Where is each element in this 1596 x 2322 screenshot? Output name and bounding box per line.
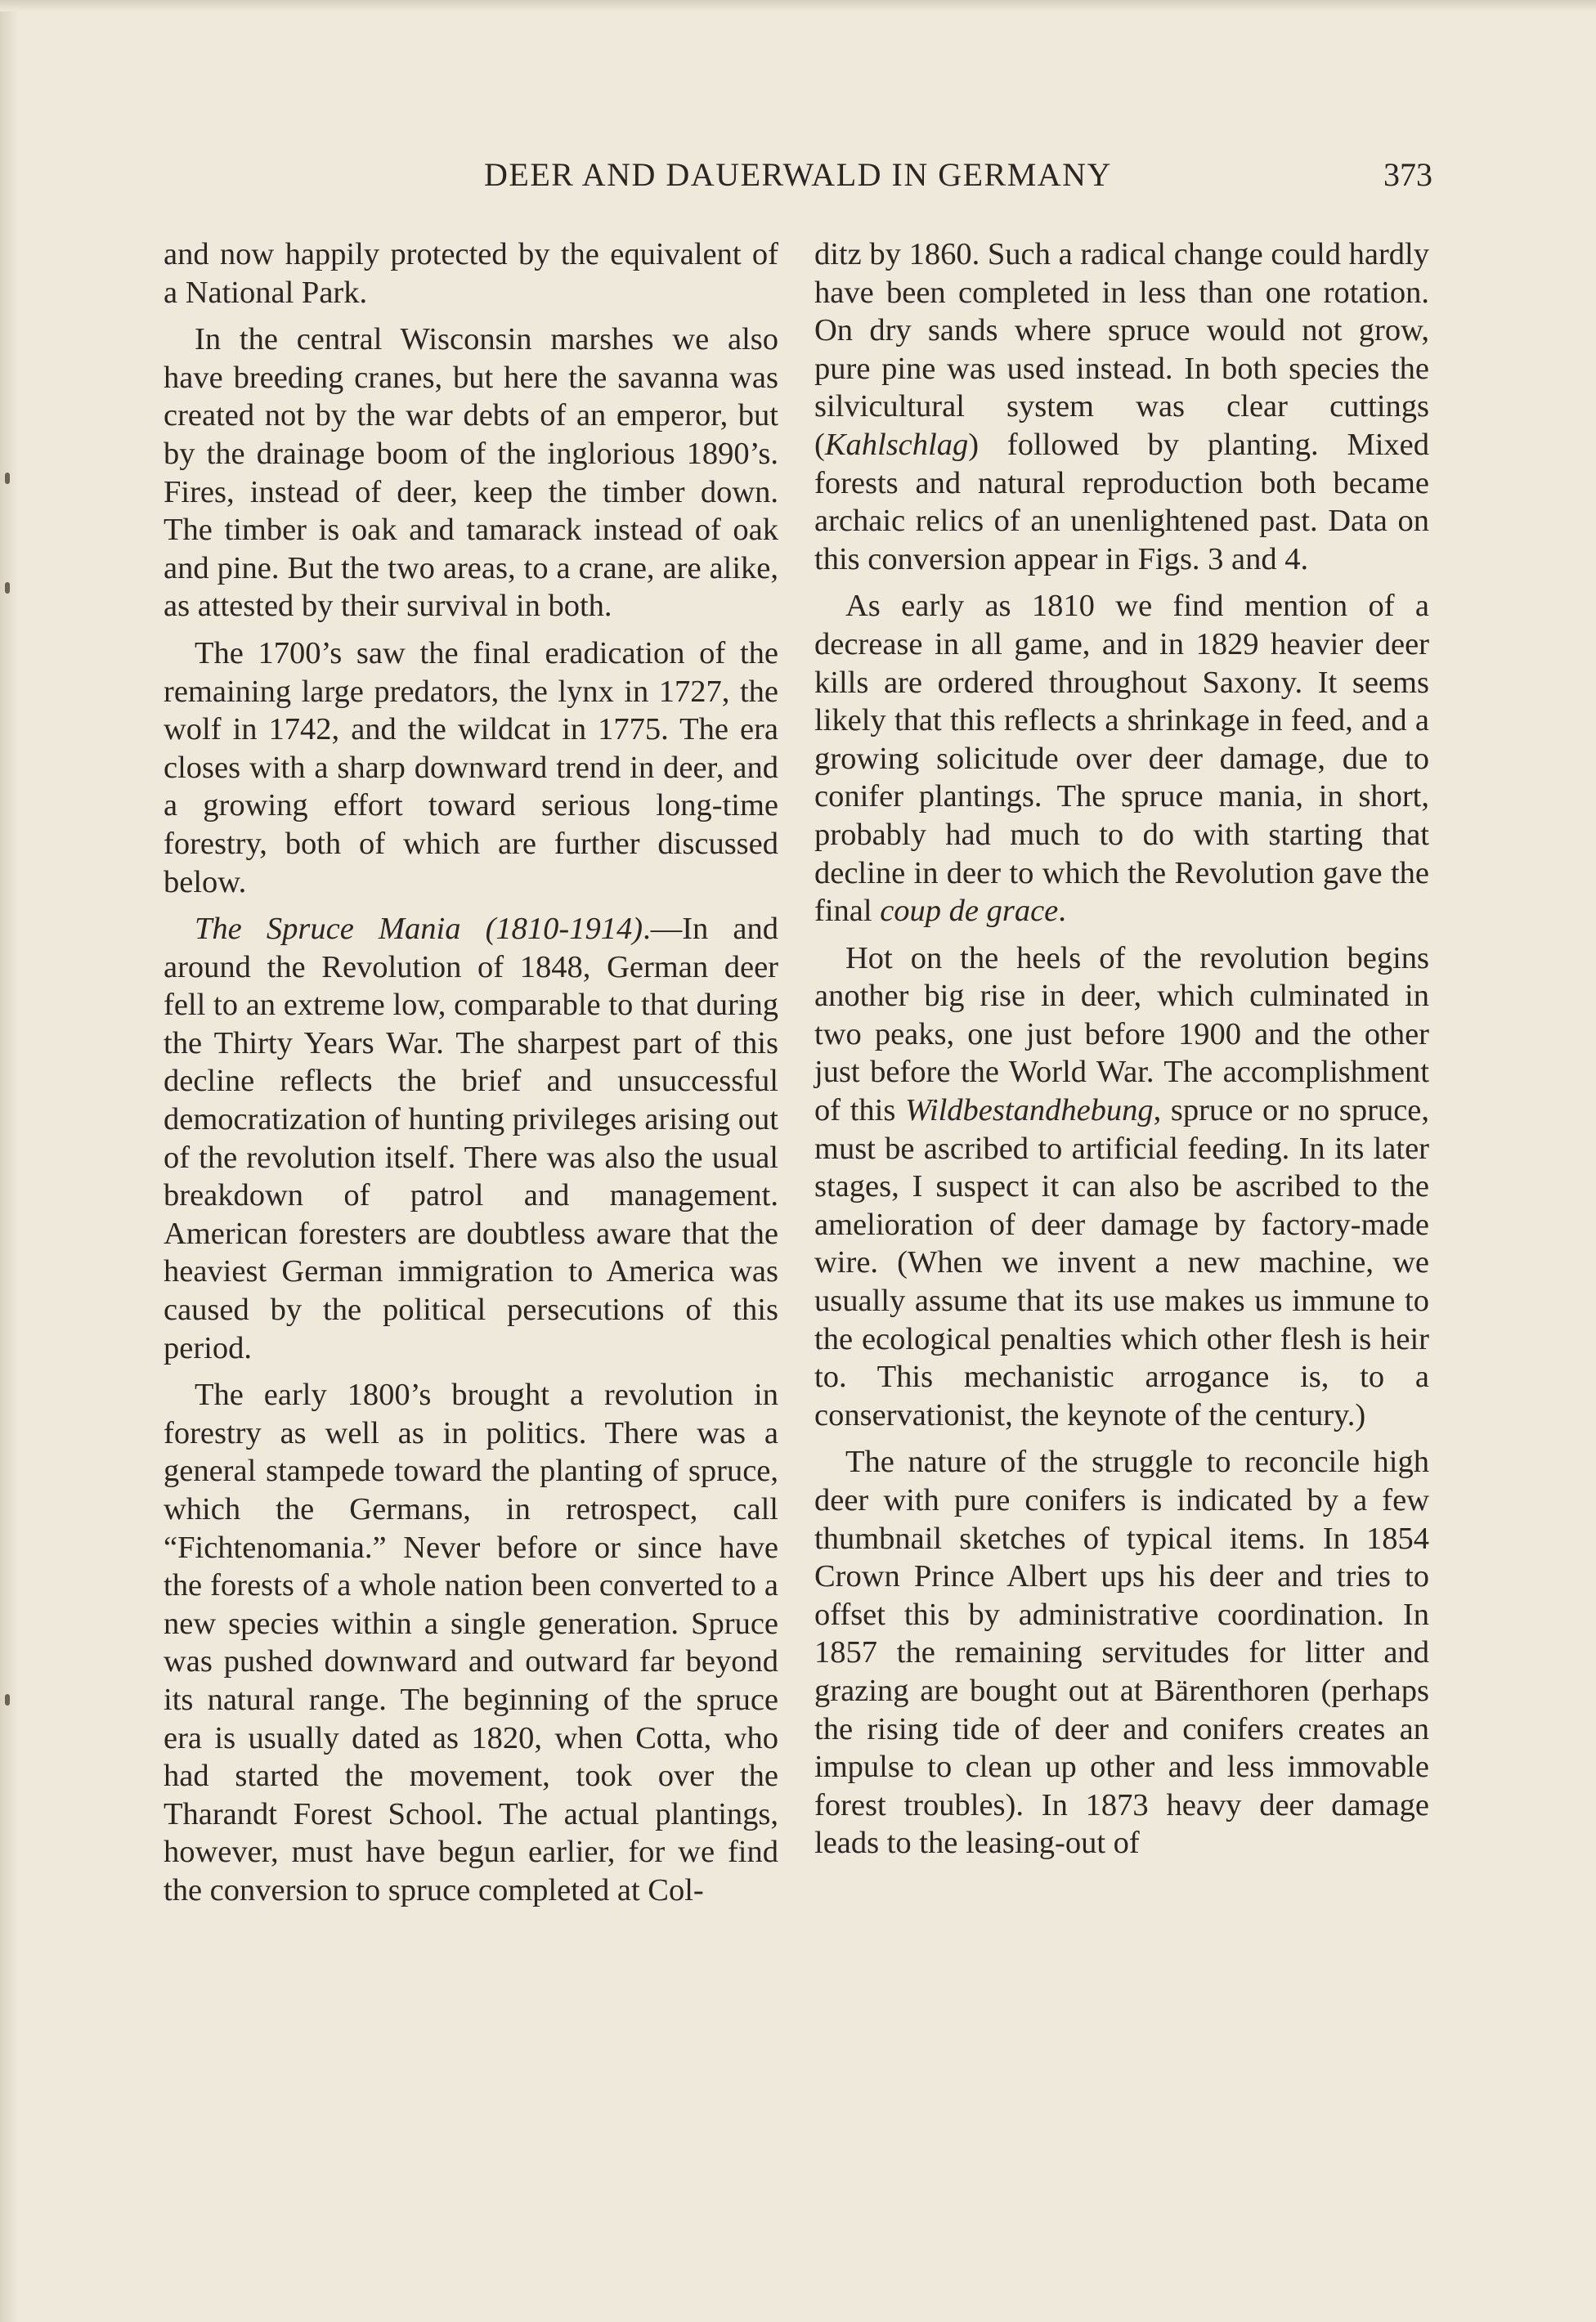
paragraph-text: Hot on the heels of the revolution begins another big rise in deer, which culminated in two peaks, one just before 1900 and the other just before the World War. The accomplishment of this — [814, 940, 1429, 1128]
section-dates: (1810-1914) — [485, 912, 643, 947]
margin-mark — [5, 582, 10, 594]
italic-term: Kahlschlag — [824, 427, 969, 462]
paragraph-text: . — [1058, 894, 1066, 929]
paragraph — [814, 939, 1429, 1435]
margin-mark — [5, 1694, 10, 1706]
page-edge-top — [0, 0, 1596, 11]
italic-term: coup de grace — [880, 894, 1059, 929]
right-column — [814, 235, 1429, 1871]
italic-term: Wildbestandhebung — [904, 1093, 1154, 1128]
page-edge-left — [0, 0, 18, 2322]
paragraph-text: ditz by 1860. Such a radical change could hardly have been completed in less than one rotation. On dry sands where spruce would not grow, pure pine was used instead. In both species the silvicultural system was clear cuttings ( — [814, 237, 1429, 462]
paragraph: The nature of the struggle to reconcile high deer with pure conifers is indicated by a few thumbnail sketches of typical items. In 1854 Crown Prince Albert ups his deer and tries to offset this by administrative coordination. In 1857 the remaining servitudes for litter and grazing are bought out at Bärenthoren (perhaps the rising tide of deer and conifers creates an impulse to clean up other and less immovable forest troubles). In 1873 heavy deer damage leads to the leasing-out of — [814, 1445, 1429, 1861]
paragraph: In the central Wisconsin marshes we also have breeding cranes, but here the savanna was created not by the war debts of an emperor, but by the drainage boom of the inglorious 1890’s. Fires, instead of deer, keep the timber down. The timber is oak and tamarack instead of oak and pine. But the two areas, to a crane, are alike, as attested by their survival in both. — [164, 322, 778, 624]
running-title: DEER AND DAUERWALD IN GERMANY — [484, 156, 1112, 193]
paragraph-text: As early as 1810 we find mention of a decrease in all game, and in 1829 heavier deer kills are ordered throughout Saxony. It seems likely that this reflects a shrinkage in feed, and a growing solicitude over deer damage, due to conifer plantings. The spruce mania, in short, probably had much to do with starting that decline in deer to which the Revolution gave the final — [814, 589, 1429, 929]
paragraph-text: ) followed by planting. Mixed forests and natural reproduction both became archaic relics of an unenlightened past. Data on this conversion appear in Figs. 3 and 4. — [814, 427, 1429, 576]
paragraph: The 1700’s saw the final eradication of the remaining large predators, the lynx in 1727, the wolf in 1742, and the wildcat in 1775. The era closes with a sharp downward trend in deer, and a growing effort toward serious long-time forestry, both of which are further discussed below. — [164, 635, 778, 899]
paragraph — [164, 910, 778, 1367]
section-heading: The Spruce Mania — [195, 912, 461, 947]
running-head — [164, 155, 1432, 204]
page-number: 373 — [1383, 156, 1432, 193]
paragraph — [814, 587, 1429, 930]
paragraph-text: , spruce or no spruce, must be ascribed to artificial feeding. In its later stages, I suspect it can also be ascribed to the amelioration of deer damage by factory-made wire. (When we invent a new machine, we usually assume that its use makes us immune to the ecological penalties which other flesh is heir to. This mechanistic arrogance is, to a conservationist, the keynote of the century.) — [814, 1093, 1429, 1432]
paragraph: The early 1800’s brought a revolution in forestry as well as in politics. There was a general stampede toward the planting of spruce, which the Germans, in retrospect, call “Fichtenomania.” Never before or since have the forests of a whole nation been converted to a new species within a single generation. Spruce was pushed downward and outward far beyond its natural range. The beginning of the spruce era is usually dated as 1820, when Cotta, who had started the movement, took over the Tharandt Forest School. The actual plantings, however, must have begun earlier, for we find the conversion to spruce completed at Col- — [164, 1378, 778, 1907]
paragraph: and now happily protected by the equivalent of a National Park. — [164, 237, 778, 310]
paragraph-text: .—In and around the Revolution of 1848, German deer fell to an extreme low, comparable to that during the Thirty Years War. The sharpest part of this decline reflects the brief and unsuccessful democratization of hunting privileges arising out of the revolution itself. There was also the usual breakdown of patrol and management. American foresters are doubtless aware that the heaviest German immigration to America was caused by the political persecutions of this period. — [164, 912, 778, 1365]
left-column — [164, 235, 778, 1919]
paragraph — [814, 235, 1429, 578]
margin-mark — [5, 473, 10, 484]
